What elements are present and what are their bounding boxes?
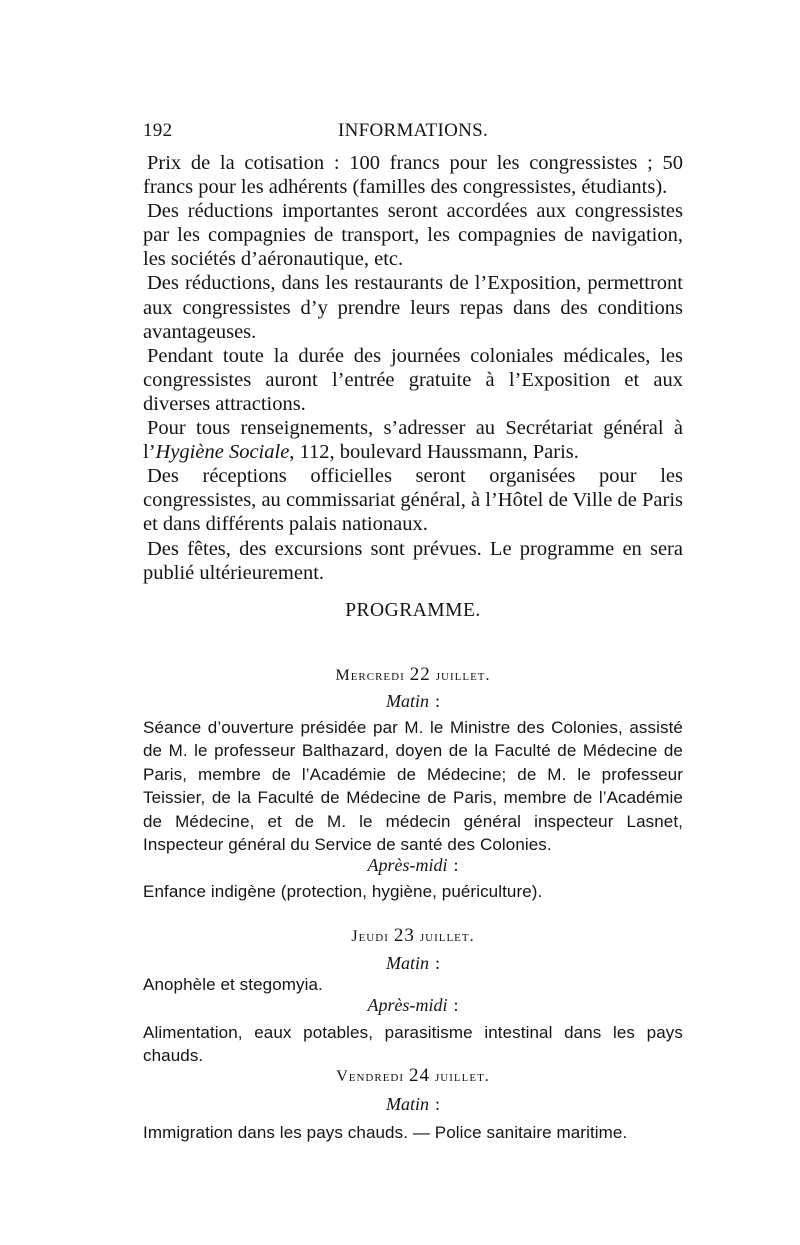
session-label: Après-midi [367, 995, 448, 1015]
session-colon: : [434, 691, 440, 711]
paragraph-renseignements [143, 416, 683, 464]
session-colon: : [434, 1094, 440, 1114]
session-text: Immigration dans les pays chauds. — Police sanitaire maritime. [143, 1123, 628, 1142]
session-text: Anophèle et stegomyia. [143, 975, 323, 994]
paragraph-entree-gratuite: Pendant toute la durée des journées coloniales médicales, les congressistes auront l’entrée gratuite à l’Exposition et aux diverses attractions. [143, 344, 683, 415]
day-date: 24 [409, 1065, 431, 1086]
page-number: 192 [143, 120, 173, 141]
session-label: Matin [385, 691, 429, 711]
session-heading-matin [143, 1094, 683, 1115]
session-text: Alimentation, eaux potables, parasitisme intestinal dans les pays chauds. [143, 1023, 683, 1066]
renseignements-after: , 112, boulevard Haussmann, Paris. [289, 441, 579, 464]
running-title: INFORMATIONS. [337, 120, 489, 141]
session-text-block [143, 1121, 683, 1144]
session-heading-apres-midi [143, 855, 683, 876]
renseignements-before: Pour tous renseignements, s’adresser au Secrétariat général à l’ [143, 417, 683, 464]
paragraph-receptions: Des réceptions officielles seront organisées pour les congressistes, au commissariat général, à l’Hôtel de Ville de Paris et dans différents palais nationaux. [143, 465, 683, 536]
session-heading-matin [143, 953, 683, 974]
day-date: 23 [393, 925, 415, 946]
day-month: juillet. [435, 667, 491, 684]
paragraph-fetes: Des fêtes, des excursions sont prévues. Le programme en sera publié ultérieurement. [143, 537, 683, 584]
day-month: juillet. [435, 1068, 490, 1085]
day-weekday: Mercredi [335, 667, 405, 684]
day-heading-mercredi [143, 664, 683, 686]
day-weekday: Jeudi [351, 928, 389, 945]
paragraph-reductions-restaurants: Des réductions, dans les restaurants de l’Exposition, permettront aux congressistes d’y prendre leurs repas dans des conditions avantageuses. [143, 272, 683, 343]
session-text-block [143, 1021, 683, 1068]
session-text: Séance d’ouverture présidée par M. le Ministre des Colonies, assisté de M. le professeur Balthazard, doyen de la Faculté de Médecine de Paris, membre de l’Académie de Médecine; de M. le professeur Teissier, de la Faculté de Médecine de Paris, membre de l’Académie de Médecine, et de M. le médecin général inspecteur Lasnet, Inspecteur général du Service de santé des Colonies. [143, 718, 683, 855]
session-colon: : [434, 953, 440, 973]
intro-text [143, 151, 683, 585]
session-colon: : [453, 995, 459, 1015]
session-label: Après-midi [367, 855, 448, 875]
session-text: Enfance indigène (protection, hygiène, puériculture). [143, 882, 543, 901]
session-text-block [143, 880, 683, 903]
session-colon: : [453, 855, 459, 875]
session-label: Matin [385, 1094, 429, 1114]
day-date: 22 [409, 664, 431, 685]
session-heading-matin [143, 691, 683, 712]
session-text-block [143, 716, 683, 856]
session-heading-apres-midi [143, 995, 683, 1016]
day-month: juillet. [419, 928, 475, 945]
journal-title: Hygiène Sociale [155, 441, 290, 464]
page-header [143, 120, 683, 146]
day-heading-jeudi [143, 925, 683, 947]
day-heading-vendredi [143, 1065, 683, 1087]
session-label: Matin [385, 953, 429, 973]
paragraph-reductions-transport: Des réductions importantes seront accordées aux congressistes par les compagnies de transport, les compagnies de navigation, les sociétés d’aéronautique, etc. [143, 200, 683, 271]
paragraph-cotisation: Prix de la cotisation : 100 francs pour les congressistes ; 50 francs pour les adhérents (familles des congressistes, étudiants). [143, 152, 683, 199]
session-text-block [143, 973, 683, 996]
programme-title: PROGRAMME. [345, 600, 481, 621]
day-weekday: Vendredi [336, 1068, 405, 1085]
